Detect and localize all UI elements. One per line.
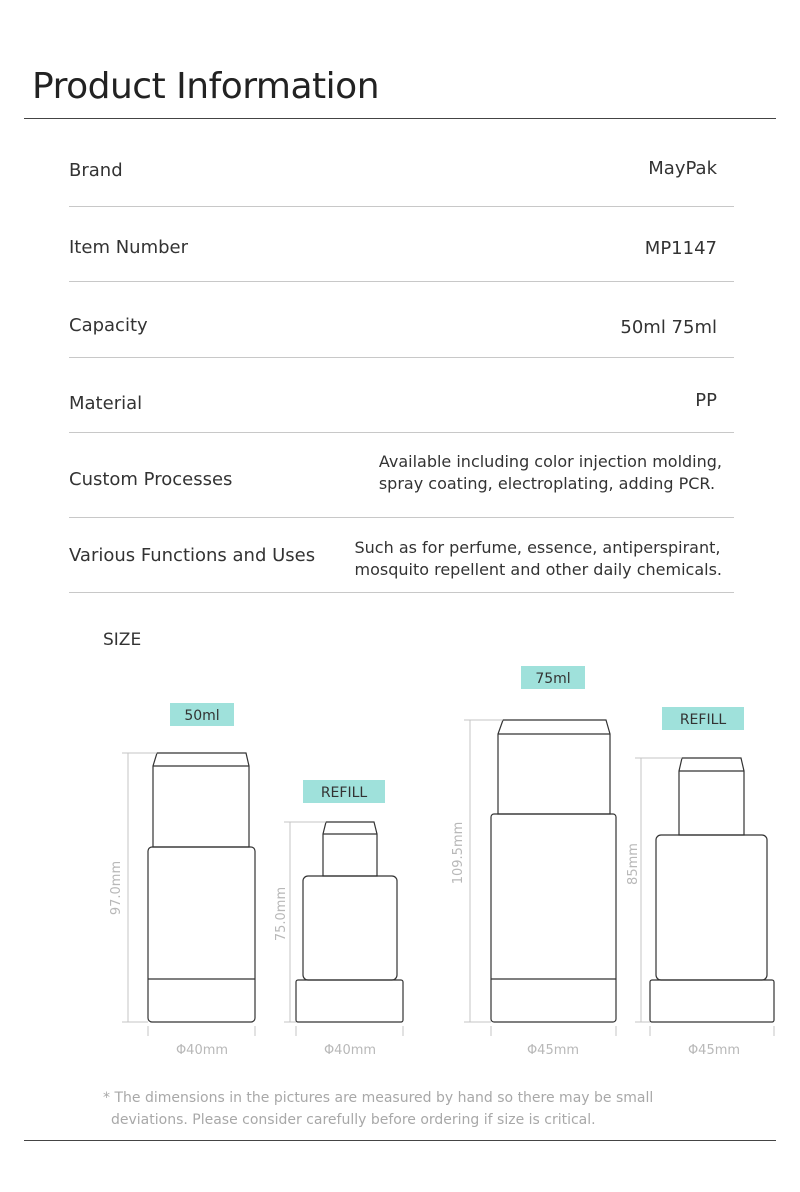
tag-50ml-label: 50ml	[184, 708, 220, 724]
spec-label: Various Functions and Uses	[69, 545, 316, 566]
measurement-note	[103, 1087, 743, 1131]
height-label-50ml: 97.0mm	[109, 860, 124, 916]
height-label-75ml: 109.5mm	[451, 821, 466, 885]
height-label-refill-45mm: 85mm	[626, 843, 641, 885]
spec-label: Item Number	[69, 237, 189, 258]
spec-value-line: Such as for perfume, essence, antiperspirant,	[354, 538, 721, 557]
bottle-refill-40mm	[296, 822, 403, 1022]
size-heading: SIZE	[103, 630, 142, 650]
note-line: deviations. Please consider carefully before ordering if size is critical.	[111, 1112, 596, 1128]
spec-label: Custom Processes	[69, 469, 233, 490]
tag-refill-45mm-label: REFILL	[679, 712, 727, 728]
bottle-50ml	[148, 753, 255, 1022]
spec-value-line: spray coating, electroplating, adding PCR.	[378, 474, 716, 493]
spec-value: PP	[695, 390, 717, 411]
spec-label: Material	[69, 393, 143, 414]
tag-refill-40mm-label: REFILL	[320, 785, 368, 801]
tag-75ml-label: 75ml	[535, 671, 571, 687]
diameter-label-refill-45mm: Φ45mm	[687, 1043, 741, 1058]
diameter-label-refill-40mm: Φ40mm	[323, 1043, 377, 1058]
spec-value: MP1147	[644, 238, 717, 259]
spec-value: MayPak	[648, 158, 717, 179]
spec-label: Capacity	[69, 315, 148, 336]
dimension-lines	[122, 720, 774, 1036]
diameter-label-50ml: Φ40mm	[175, 1043, 229, 1058]
page-title: Product Information	[32, 66, 380, 107]
spec-value-line: Available including color injection molding,	[378, 452, 722, 471]
bottle-refill-45mm	[650, 758, 774, 1022]
spec-label: Brand	[69, 160, 123, 181]
height-label-refill-40mm: 75.0mm	[274, 886, 289, 942]
note-line: * The dimensions in the pictures are measured by hand so there may be small	[103, 1090, 654, 1106]
diameter-label-75ml: Φ45mm	[526, 1043, 580, 1058]
spec-value: 50ml 75ml	[620, 317, 717, 338]
footer-divider	[24, 1140, 776, 1141]
bottle-75ml	[491, 720, 616, 1022]
spec-value-line: mosquito repellent and other daily chemicals.	[354, 560, 722, 579]
